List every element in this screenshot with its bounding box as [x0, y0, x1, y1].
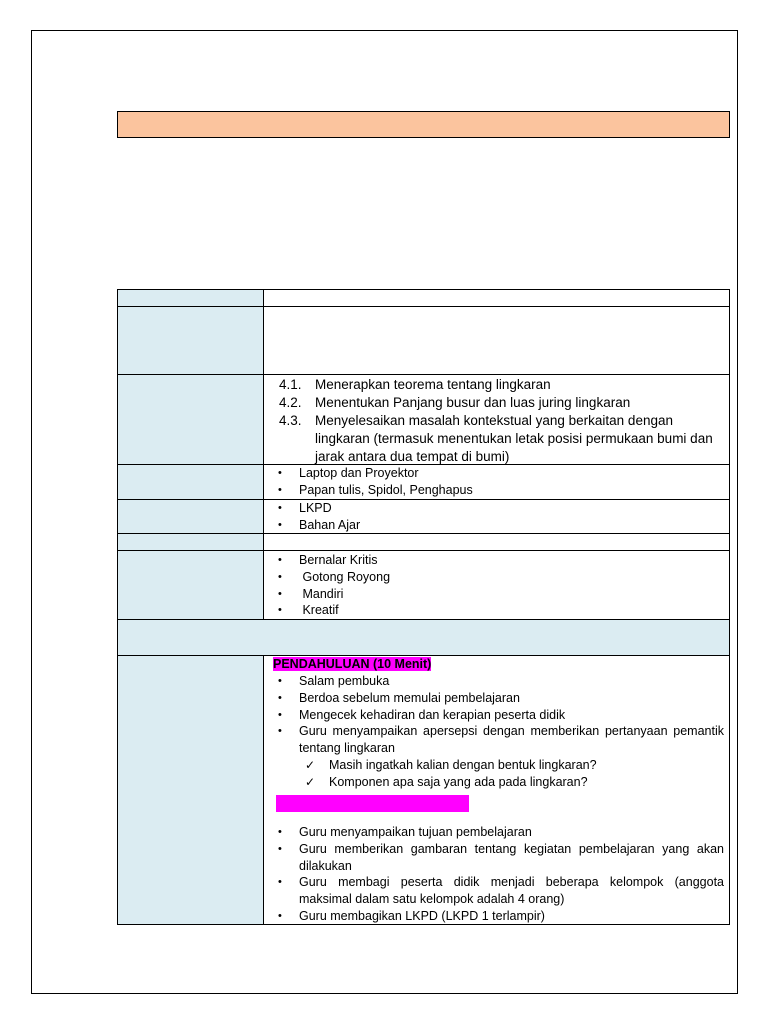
profile-label	[117, 550, 263, 619]
competency-label	[117, 374, 263, 464]
core-heading-highlight	[276, 795, 469, 812]
competency-list	[279, 376, 719, 466]
competency-item: 4.1. Menerapkan teorema tentang lingkaran	[279, 377, 551, 392]
media-label	[117, 464, 263, 499]
list-item: • Kreatif	[278, 603, 339, 618]
activities-cell	[263, 655, 730, 925]
media-list	[274, 465, 724, 499]
profile-list	[274, 552, 724, 619]
intro-heading: PENDAHULUAN (10 Menit)	[273, 657, 432, 671]
row1-value	[263, 289, 730, 306]
profile-cell	[263, 550, 730, 619]
resources-cell	[263, 499, 730, 533]
media-cell	[263, 464, 730, 499]
intro-list	[274, 673, 724, 791]
list-item: • Bernalar Kritis	[278, 553, 378, 567]
row2-label	[117, 306, 263, 374]
list-item: • Berdoa sebelum memulai pembelajaran	[278, 690, 520, 705]
row6-value	[263, 533, 730, 550]
list-item: • Salam pembuka	[278, 674, 390, 688]
competency-item: 4.2. Menentukan Panjang busur dan luas juring lingkaran	[279, 395, 631, 410]
section-header-bar	[117, 111, 730, 138]
row1-label	[117, 289, 263, 306]
question-item: ✓ Komponen apa saja yang ada pada lingkaran?	[305, 774, 588, 789]
row2-value	[263, 306, 730, 374]
list-item: • Gotong Royong	[278, 569, 391, 584]
list-item: • LKPD	[278, 501, 332, 515]
list-item: • Papan tulis, Spidol, Penghapus	[278, 482, 473, 497]
list-item: • Guru menyampaikan tujuan pembelajaran	[278, 825, 532, 839]
table-bottom-border	[117, 924, 730, 925]
list-item: • Mandiri	[278, 586, 344, 601]
list-item: • Guru menyampaikan apersepsi dengan memberikan pertanyaan pemantik tentang lingkaran	[278, 724, 724, 756]
list-item: • Guru memberikan gambaran tentang kegiatan pembelajaran yang akan dilakukan	[278, 841, 724, 873]
competency-item: 4.3. Menyelesaikan masalah kontekstual yang berkaitan dengan lingkaran (termasuk menentukan letak posisi permukaan bumi dan jarak antara dua tempat di bumi)	[279, 413, 713, 464]
activities-label	[117, 655, 263, 925]
list-item: • Bahan Ajar	[278, 517, 361, 532]
list-item: • Guru membagikan LKPD (LKPD 1 terlampir)	[278, 908, 545, 923]
question-item: ✓ Masih ingatkah kalian dengan bentuk lingkaran?	[305, 757, 597, 772]
list-item: • Mengecek kehadiran dan kerapian peserta didik	[278, 707, 566, 722]
list-item: • Guru membagi peserta didik menjadi beberapa kelompok (anggota maksimal dalam satu kelompok adalah 4 orang)	[278, 875, 724, 907]
resources-list	[274, 500, 724, 534]
lesson-plan-table	[117, 289, 730, 925]
resources-label	[117, 499, 263, 533]
competency-cell	[263, 374, 730, 464]
row6-label	[117, 533, 263, 550]
list-item: • Laptop dan Proyektor	[278, 466, 419, 480]
activities-header-row	[117, 619, 730, 655]
core-list	[274, 824, 724, 925]
